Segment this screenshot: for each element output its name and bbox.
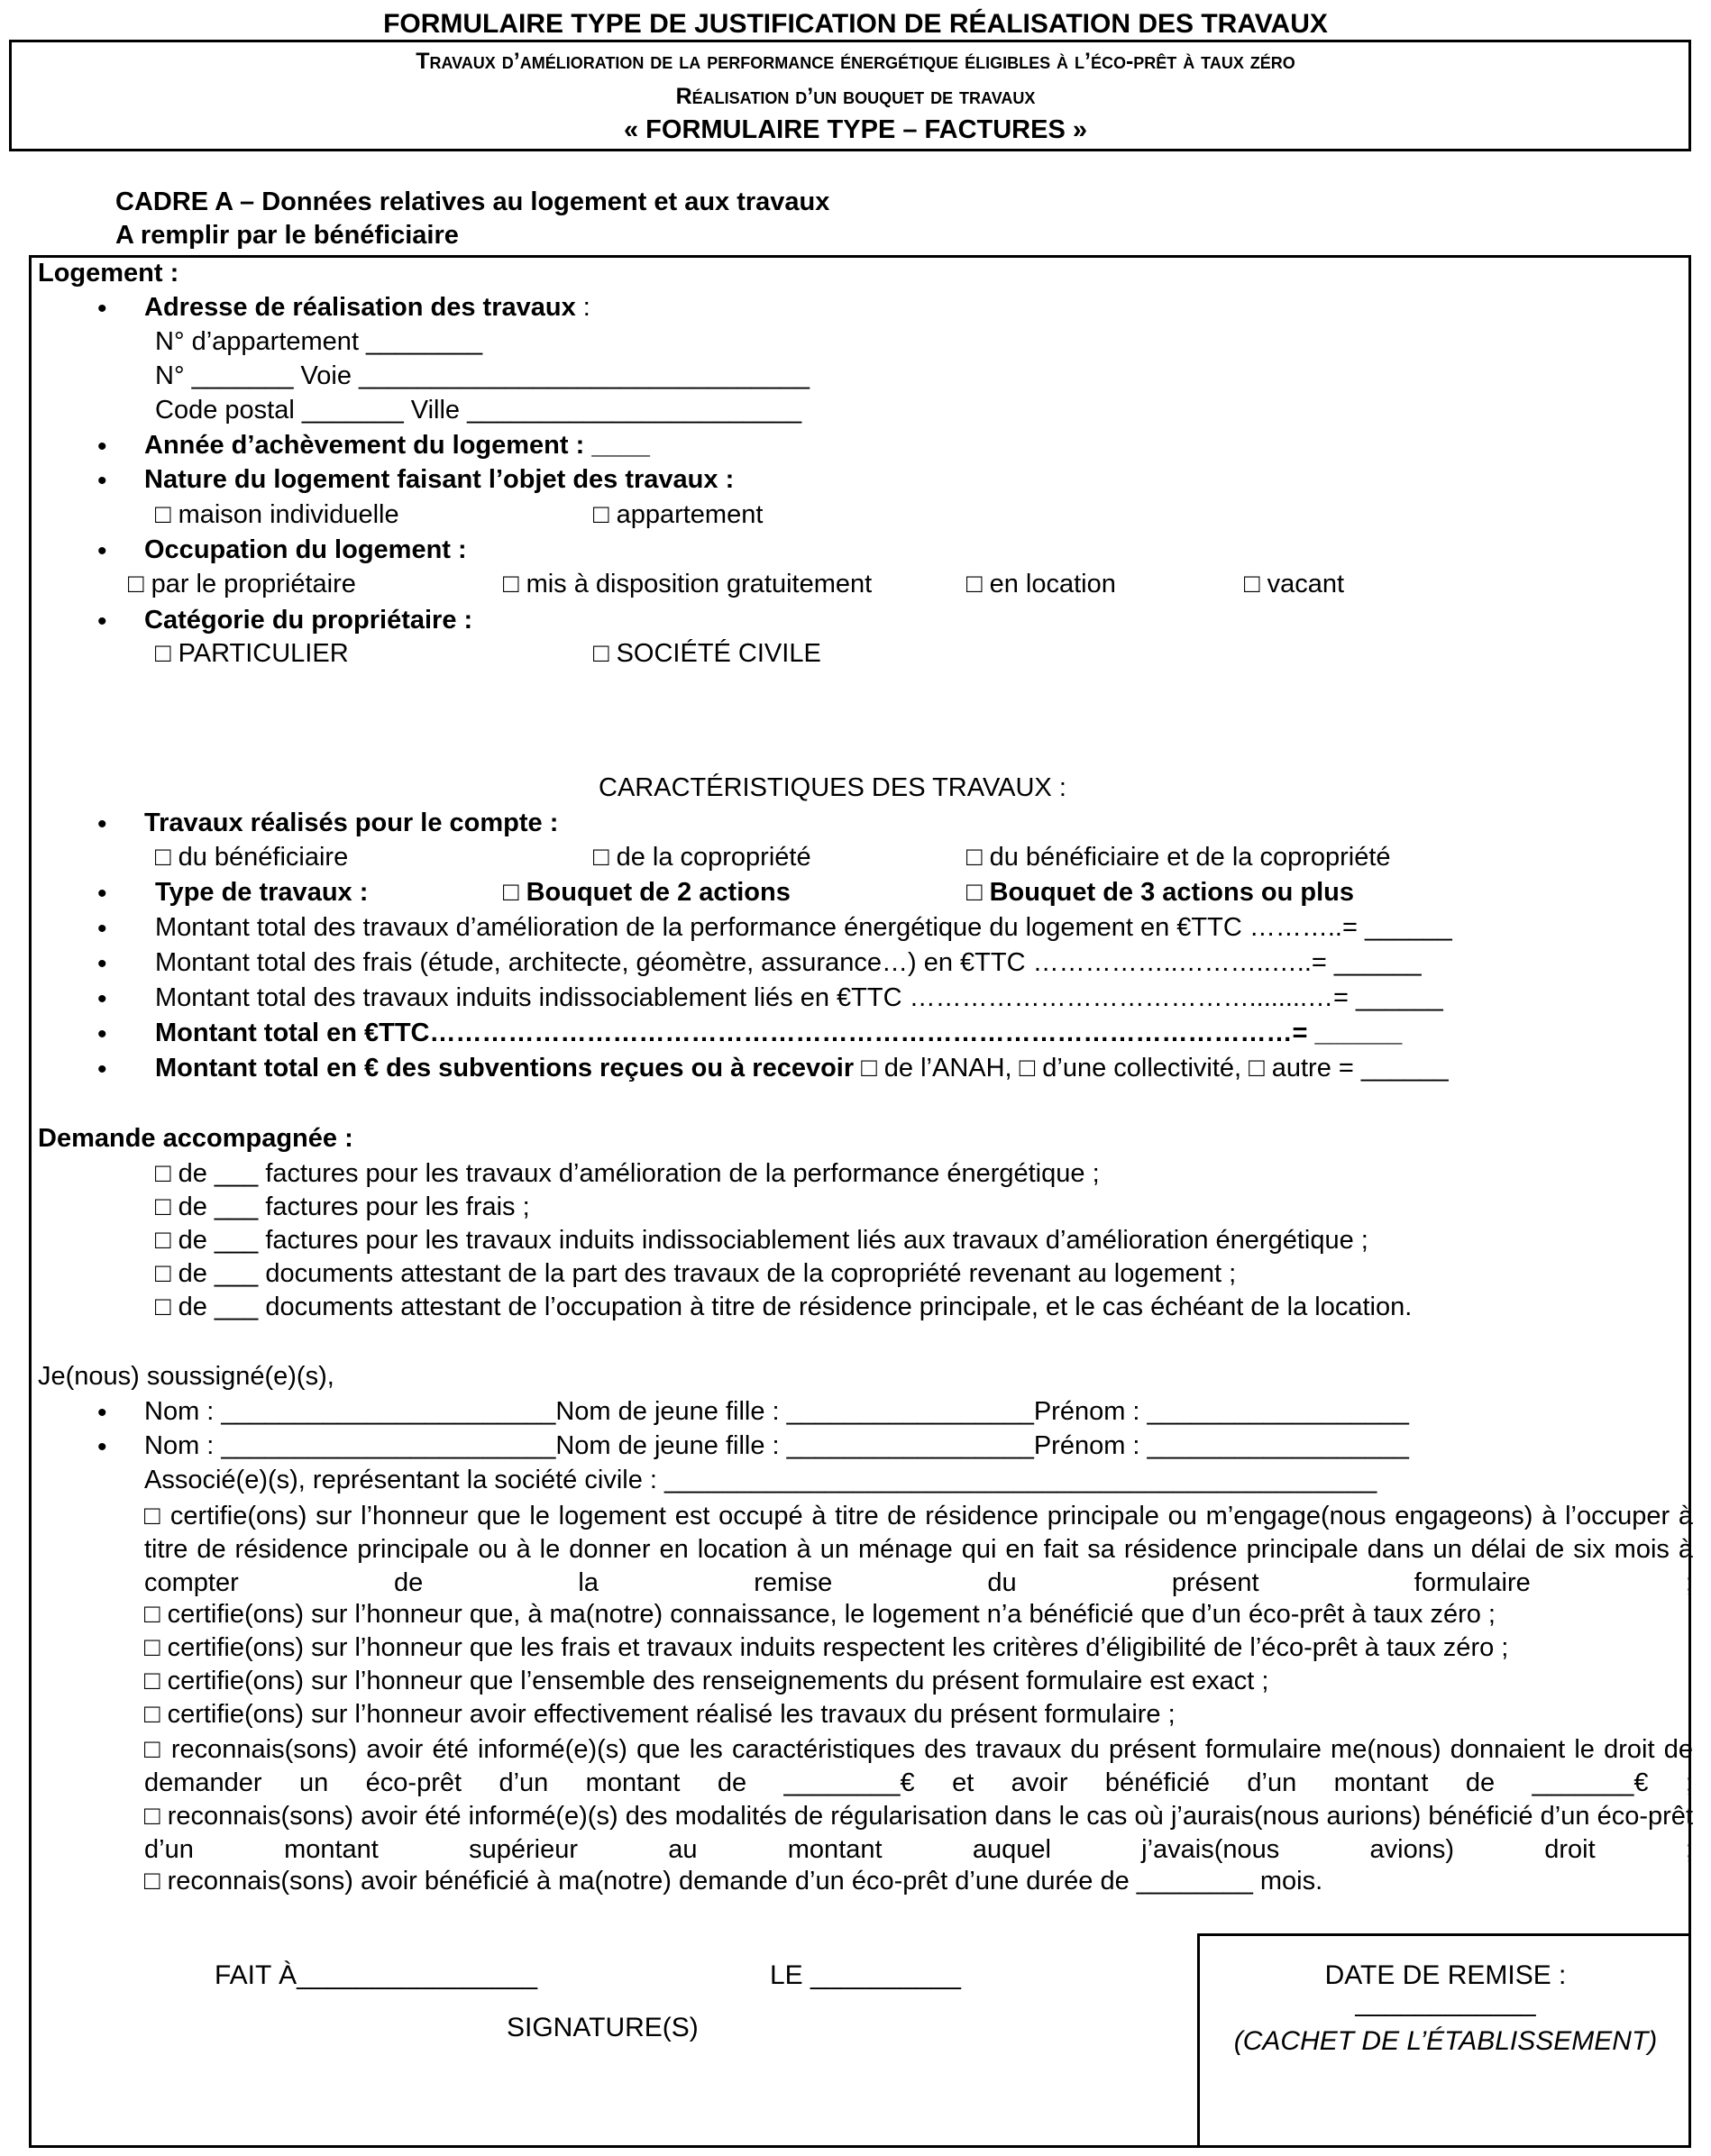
checkbox-location[interactable]: □ en location bbox=[966, 570, 1116, 598]
bullet: • bbox=[97, 914, 107, 944]
bullet: • bbox=[97, 879, 107, 909]
type-travaux-label: Type de travaux : bbox=[155, 878, 369, 907]
demande-heading: Demande accompagnée : bbox=[38, 1124, 353, 1153]
form-title: FORMULAIRE TYPE DE JUSTIFICATION DE RÉALISATION DES TRAVAUX bbox=[383, 9, 1328, 39]
montant-subventions-field[interactable]: Montant total en € des subventions reçues ou à recevoir □ de l’ANAH, □ d’une collectivité, □ autre = ______ bbox=[155, 1054, 1449, 1083]
fait-a-field[interactable]: FAIT À________________ bbox=[215, 1960, 538, 1990]
logement-heading: Logement : bbox=[38, 259, 179, 288]
reconnais-montant[interactable]: □ reconnais(sons) avoir été informé(e)(s) que les caractéristiques des travaux du présent formulaire me(nous) donnaient le droit de demander un éco-prêt d’un montant de ________€ et avoir bénéficié d’un montant de _______€ ; bbox=[144, 1735, 1693, 1797]
bullet: • bbox=[97, 607, 107, 636]
reconnais-duree[interactable]: □ reconnais(sons) avoir bénéficié à ma(notre) demande d’un éco-prêt d’une durée de ________ mois. bbox=[144, 1867, 1323, 1896]
checkbox-maison[interactable]: □ maison individuelle bbox=[155, 500, 399, 529]
associe-field[interactable]: Associé(e)(s), représentant la société civile : _________________________________________________ bbox=[144, 1466, 1377, 1494]
header-subtitle-2: Réalisation d’un bouquet de travaux bbox=[675, 84, 1036, 109]
appartement-field[interactable]: N° d’appartement ________ bbox=[155, 327, 483, 356]
travaux-heading: CARACTÉRISTIQUES DES TRAVAUX : bbox=[599, 773, 1066, 802]
demande-item[interactable]: □ de ___ factures pour les frais ; bbox=[155, 1192, 530, 1221]
header-subtitle-1: Travaux d’amélioration de la performance énergétique éligibles à l’éco-prêt à taux zéro bbox=[416, 49, 1295, 74]
reconnais-regularisation[interactable]: □ reconnais(sons) avoir été informé(e)(s) des modalités de régularisation dans le cas où j’aurais(nous aurions) bénéficié d’un éco-prêt d’un montant supérieur au montant auquel j’avais(nous avions) droit ; bbox=[144, 1802, 1693, 1864]
certif-unique-pret[interactable]: □ certifie(ons) sur l’honneur que, à ma(notre) connaissance, le logement n’a bénéficié que d’un éco-prêt à taux zéro ; bbox=[144, 1600, 1496, 1629]
bullet: • bbox=[97, 536, 107, 566]
certif-residence[interactable]: □ certifie(ons) sur l’honneur que le logement est occupé à titre de résidence principale ou m’engage(nous engageons) à l’occuper à titre de résidence principale ou à le donner en location à un ménage qui en fait sa résidence principale dans un délai de six mois à compter de la remise du présent formulaire ; bbox=[144, 1502, 1693, 1597]
bullet: • bbox=[97, 432, 107, 461]
checkbox-societe-civile[interactable]: □ SOCIÉTÉ CIVILE bbox=[593, 639, 821, 668]
checkbox-proprietaire[interactable]: □ par le propriétaire bbox=[128, 570, 356, 598]
cachet-label: (CACHET DE L’ÉTABLISSEMENT) bbox=[1233, 2026, 1658, 2056]
bullet: • bbox=[97, 1019, 107, 1049]
montant-induits-field[interactable]: Montant total des travaux induits indissociablement liés en €TTC …………………………………........…= ______ bbox=[155, 983, 1443, 1012]
checkbox-appartement[interactable]: □ appartement bbox=[593, 500, 764, 529]
compte-heading: Travaux réalisés pour le compte : bbox=[144, 808, 559, 837]
bullet: • bbox=[97, 1055, 107, 1084]
header-subtitle-3: « FORMULAIRE TYPE – FACTURES » bbox=[623, 115, 1087, 144]
date-remise-line[interactable]: ____________ bbox=[1355, 1987, 1536, 2017]
nom-line-2[interactable]: Nom : _______________________Nom de jeune fille : _________________Prénom : __________________ bbox=[144, 1431, 1409, 1460]
bullet: • bbox=[97, 1398, 107, 1428]
code-postal-field[interactable]: Code postal _______ Ville _______________________ bbox=[155, 396, 802, 425]
bullet: • bbox=[97, 294, 107, 324]
cadre-subtitle: A remplir par le bénéficiaire bbox=[115, 221, 459, 250]
checkbox-particulier[interactable]: □ PARTICULIER bbox=[155, 639, 349, 668]
signature-label: SIGNATURE(S) bbox=[507, 2013, 699, 2042]
date-remise-label: DATE DE REMISE : bbox=[1324, 1960, 1567, 1990]
checkbox-compte-copropriete[interactable]: □ de la copropriété bbox=[593, 843, 811, 872]
nom-line-1[interactable]: Nom : _______________________Nom de jeune fille : _________________Prénom : __________________ bbox=[144, 1397, 1409, 1426]
checkbox-compte-beneficiaire[interactable]: □ du bénéficiaire bbox=[155, 843, 349, 872]
checkbox-gratuit[interactable]: □ mis à disposition gratuitement bbox=[503, 570, 873, 598]
checkbox-bouquet-3[interactable]: □ Bouquet de 3 actions ou plus bbox=[966, 878, 1354, 907]
date-le-field[interactable]: LE __________ bbox=[770, 1960, 961, 1990]
certif-realise[interactable]: □ certifie(ons) sur l’honneur avoir effectivement réalisé les travaux du présent formulaire ; bbox=[144, 1700, 1176, 1729]
montant-travaux-field[interactable]: Montant total des travaux d’amélioration de la performance énergétique du logement en €TTC ………..= ______ bbox=[155, 913, 1452, 942]
nature-heading: Nature du logement faisant l’objet des travaux : bbox=[144, 465, 735, 494]
bullet: • bbox=[97, 809, 107, 839]
checkbox-compte-both[interactable]: □ du bénéficiaire et de la copropriété bbox=[966, 843, 1391, 872]
demande-item[interactable]: □ de ___ factures pour les travaux induits indissociablement liés aux travaux d’amélioration énergétique ; bbox=[155, 1226, 1368, 1255]
declaration-intro: Je(nous) soussigné(e)(s), bbox=[38, 1362, 334, 1391]
certif-criteres[interactable]: □ certifie(ons) sur l’honneur que les frais et travaux induits respectent les critères d’éligibilité de l’éco-prêt à taux zéro ; bbox=[144, 1633, 1509, 1662]
checkbox-vacant[interactable]: □ vacant bbox=[1244, 570, 1345, 598]
bullet: • bbox=[97, 466, 107, 496]
voie-field[interactable]: N° _______ Voie _______________________________ bbox=[155, 361, 810, 390]
checkbox-bouquet-2[interactable]: □ Bouquet de 2 actions bbox=[503, 878, 791, 907]
montant-total-field[interactable]: Montant total en €TTC………………………………………………………………………………………= ______ bbox=[155, 1019, 1403, 1047]
annee-field[interactable]: Année d’achèvement du logement : ____ bbox=[144, 431, 650, 460]
occupation-heading: Occupation du logement : bbox=[144, 535, 467, 564]
demande-item[interactable]: □ de ___ factures pour les travaux d’amélioration de la performance énergétique ; bbox=[155, 1159, 1100, 1188]
bullet: • bbox=[97, 949, 107, 979]
bullet: • bbox=[97, 984, 107, 1014]
bullet: • bbox=[97, 1432, 107, 1462]
demande-item[interactable]: □ de ___ documents attestant de l’occupation à titre de résidence principale, et le cas échéant de la location. bbox=[155, 1293, 1413, 1321]
montant-frais-field[interactable]: Montant total des frais (étude, architecte, géomètre, assurance…) en €TTC ……………..………..…..= ______ bbox=[155, 948, 1422, 977]
certif-exact[interactable]: □ certifie(ons) sur l’honneur que l’ensemble des renseignements du présent formulaire est exact ; bbox=[144, 1667, 1269, 1695]
adresse-heading: Adresse de réalisation des travaux : bbox=[144, 293, 590, 322]
demande-item[interactable]: □ de ___ documents attestant de la part des travaux de la copropriété revenant au logement ; bbox=[155, 1259, 1237, 1288]
categorie-heading: Catégorie du propriétaire : bbox=[144, 606, 473, 635]
cadre-title: CADRE A – Données relatives au logement et aux travaux bbox=[115, 187, 830, 216]
